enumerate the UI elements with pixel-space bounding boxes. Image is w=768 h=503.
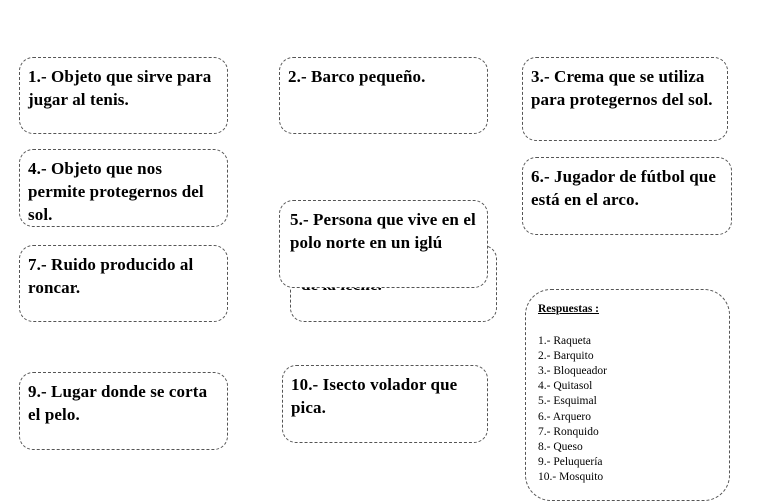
card-6-text: 6.- Jugador de fútbol que está en el arco.: [531, 167, 716, 209]
card-9: [19, 372, 228, 450]
list-item: 4.- Quitasol: [538, 380, 593, 393]
list-item: 3.- Bloqueador: [538, 365, 607, 378]
card-7: [19, 245, 228, 322]
card-6: [522, 157, 732, 235]
list-item: 2.- Barquito: [538, 350, 594, 363]
answers-box: [525, 289, 730, 501]
card-10: [282, 365, 488, 443]
card-2-text: 2.- Barco pequeño.: [288, 67, 426, 86]
list-item: 9.- Peluquería: [538, 455, 603, 468]
answers-title: Respuestas :: [538, 303, 600, 315]
list-item: 8.- Queso: [538, 440, 583, 453]
card-10-text: 10.- Isecto volador que pica.: [291, 375, 458, 417]
card-4: [19, 149, 228, 227]
card-1: [19, 57, 228, 134]
card-5: [279, 200, 488, 288]
card-9-text: 9.- Lugar donde se corta el pelo.: [28, 382, 208, 424]
list-item: 5.- Esquimal: [538, 395, 597, 408]
card-4-text: 4.- Objeto que nos permite protegernos del sol.: [28, 159, 204, 224]
list-item: 7.- Ronquido: [538, 425, 599, 438]
card-3: [522, 57, 728, 141]
card-3-text: 3.- Crema que se utiliza para protegernos del sol.: [531, 67, 713, 109]
list-item: 6.- Arquero: [538, 410, 592, 423]
answers-list: [538, 334, 717, 485]
card-5-text: 5.- Persona que vive en el polo norte en un iglú: [290, 210, 476, 252]
card-7-text: 7.- Ruido producido al roncar.: [28, 255, 194, 297]
list-item: 1.- Raqueta: [538, 335, 592, 348]
list-item: 10.- Mosquito: [538, 470, 604, 483]
card-2: [279, 57, 488, 134]
card-1-text: 1.- Objeto que sirve para jugar al tenis.: [28, 67, 212, 109]
